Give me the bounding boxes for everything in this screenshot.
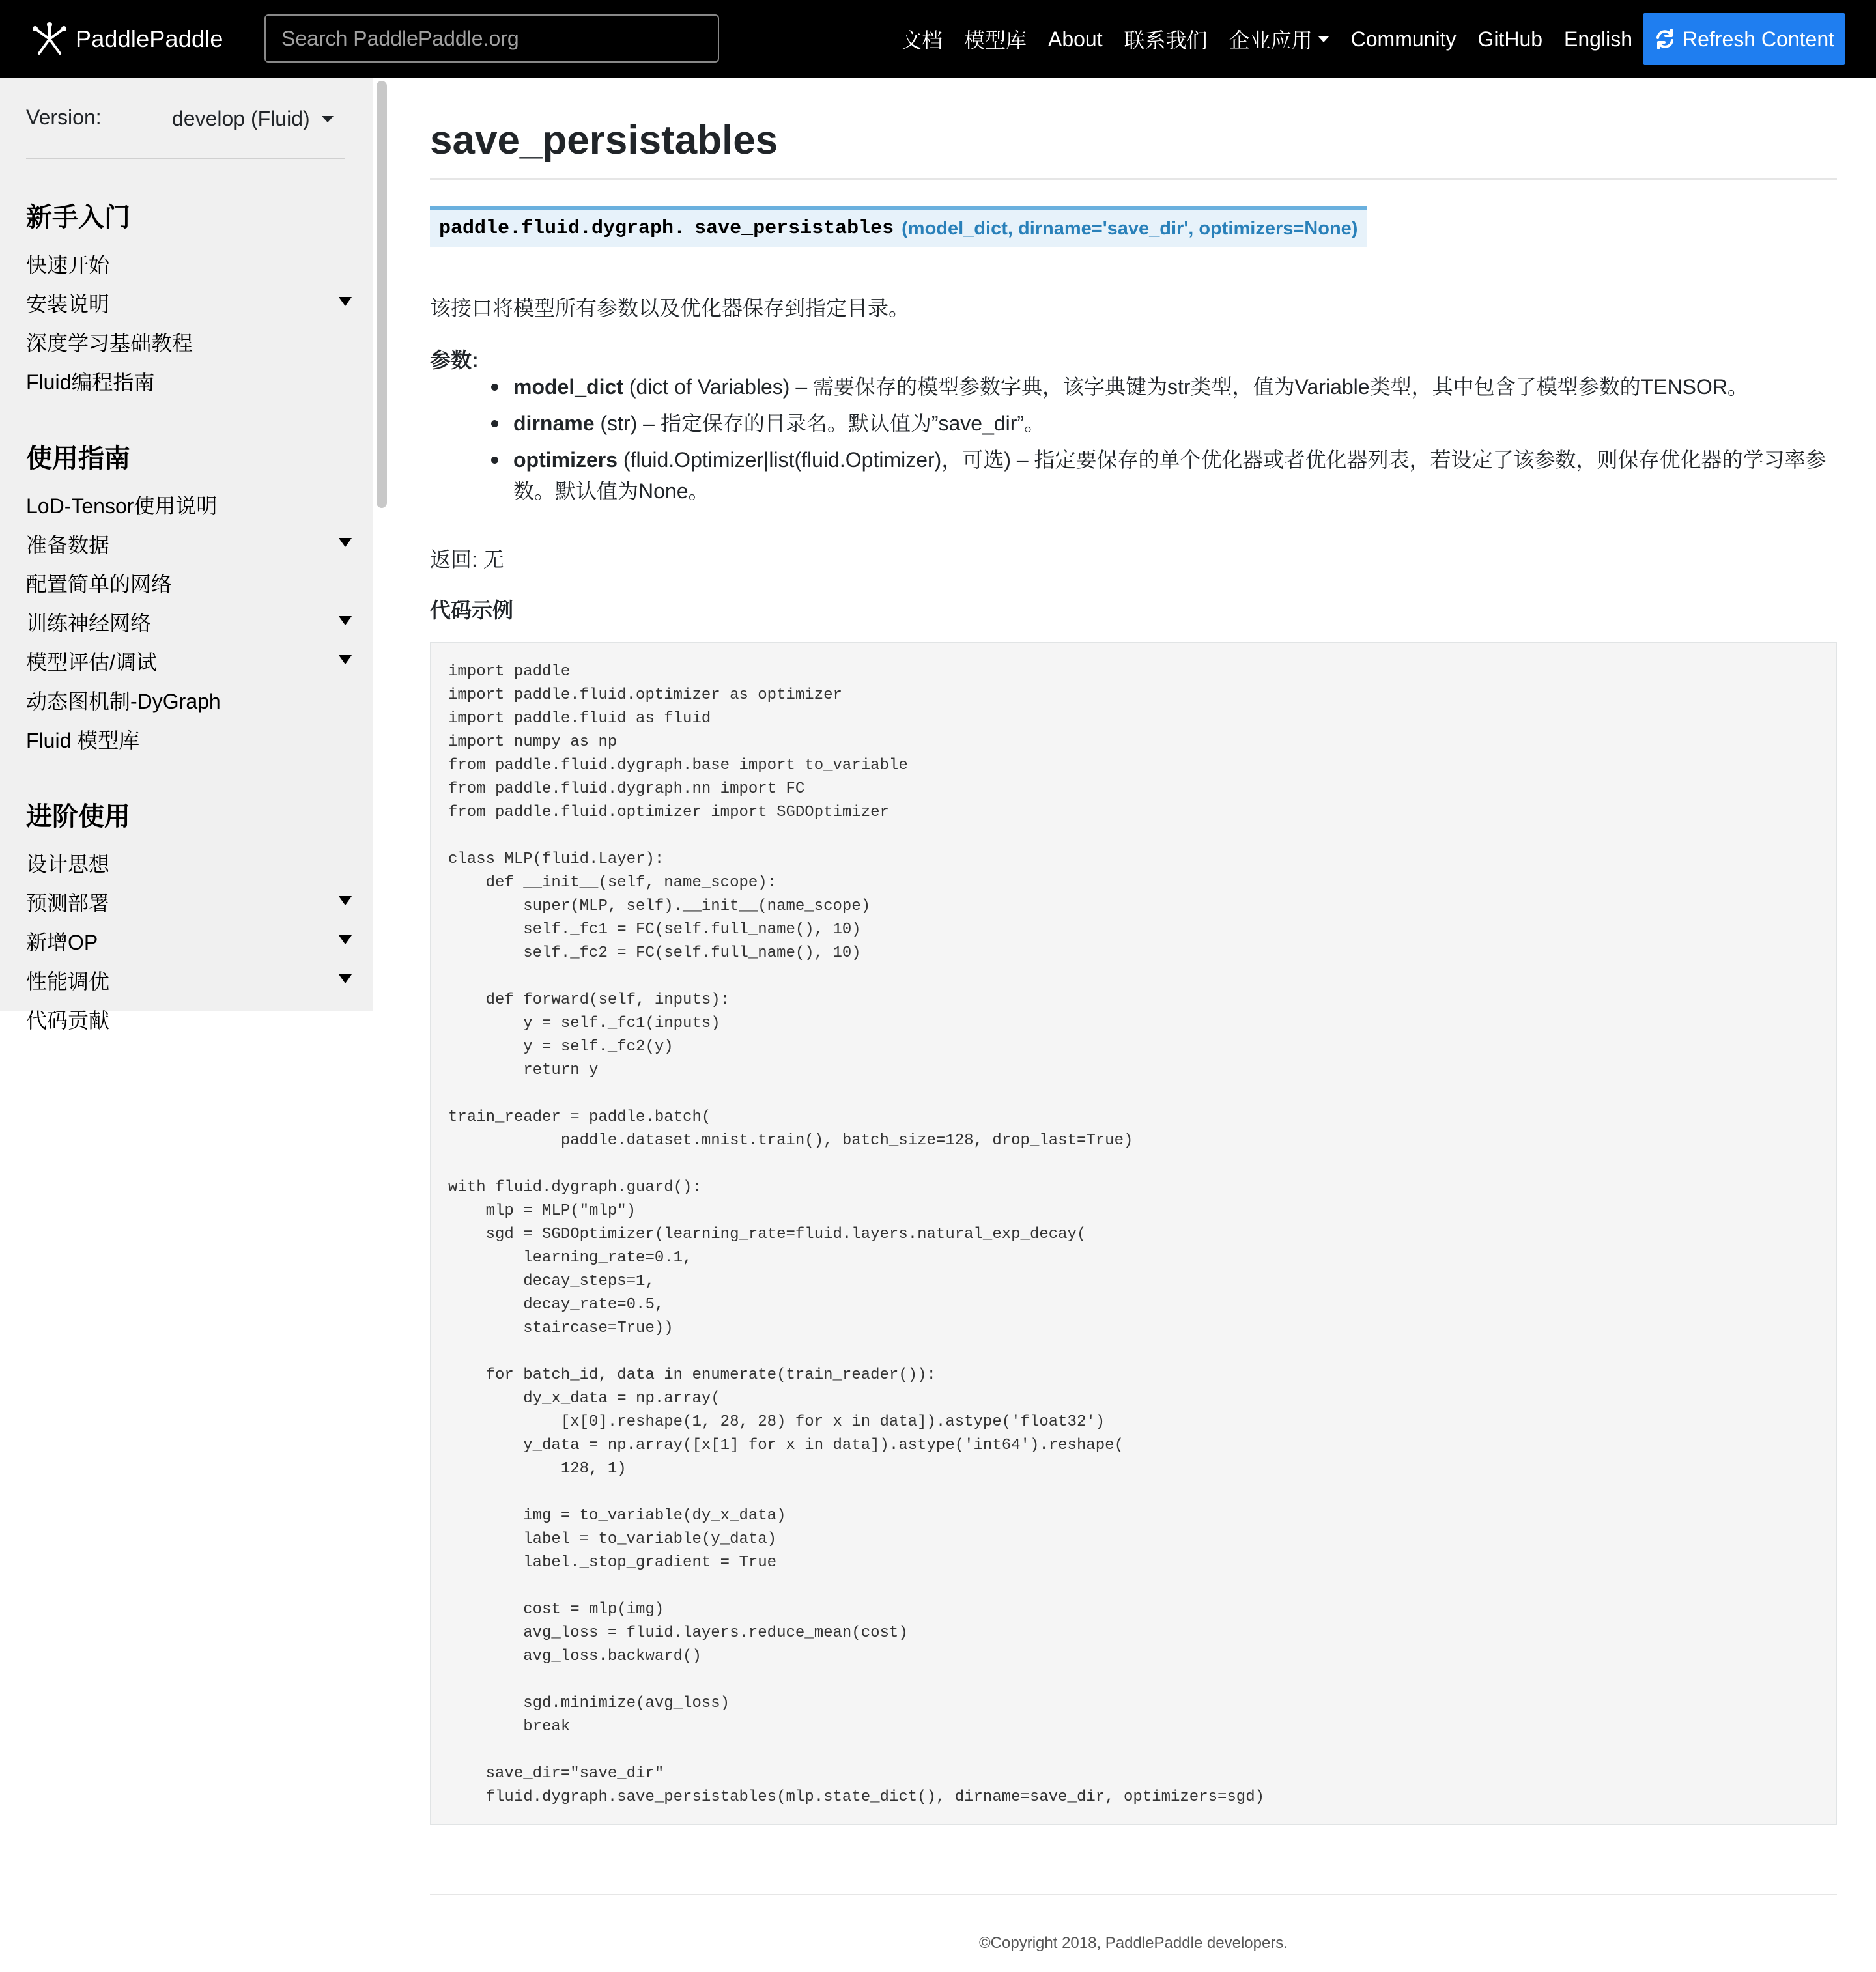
sidebar-item-install[interactable] (26, 288, 352, 319)
code-line: break (448, 1718, 571, 1736)
sidebar-item-simple-network[interactable] (26, 568, 352, 599)
sidebar-item-design[interactable] (26, 848, 352, 879)
nav-contact[interactable]: 联系我们 (1124, 29, 1208, 52)
sidebar-section-title: 使用指南 (26, 444, 130, 473)
signature-module: paddle.fluid.dygraph. (439, 218, 686, 240)
code-line: for batch_id, data in enumerate(train_reader()): (448, 1366, 936, 1384)
code-line: return y (448, 1062, 599, 1079)
param-name: dirname (513, 412, 595, 435)
version-select[interactable] (172, 107, 334, 131)
params-heading: 参数: (430, 348, 479, 372)
code-line (448, 1082, 1264, 1106)
code-line (448, 1153, 1264, 1176)
code-line: mlp = MLP("mlp") (448, 1202, 636, 1220)
code-line: import paddle.fluid.optimizer as optimizer (448, 686, 842, 704)
code-line (448, 824, 1264, 848)
code-line: learning_rate=0.1, (448, 1249, 692, 1267)
footer-divider (430, 1894, 1837, 1895)
sidebar-item-label: Fluid编程指南 (26, 371, 155, 394)
param-item (513, 408, 1829, 439)
sidebar-item-dl-basics[interactable] (26, 327, 352, 358)
nav-models[interactable]: 模型库 (963, 29, 1027, 52)
brand-logo-link[interactable] (30, 20, 223, 59)
sidebar (0, 78, 373, 1032)
code-line: from paddle.fluid.optimizer import SGDOptimizer (448, 804, 889, 821)
sidebar-item-lod-tensor[interactable] (26, 490, 352, 521)
sidebar-item-label: 配置简单的网络 (26, 572, 173, 596)
sidebar-section-title: 进阶使用 (26, 802, 130, 831)
sidebar-item-label: 准备数据 (26, 533, 110, 557)
param-item (513, 371, 1829, 402)
sidebar-item-label: 训练神经网络 (26, 612, 152, 635)
sidebar-item-label: 新增OP (26, 931, 98, 954)
expand-triangle-icon[interactable] (339, 616, 352, 625)
code-line: img = to_variable(dy_x_data) (448, 1507, 786, 1525)
code-line (448, 1739, 1264, 1762)
sidebar-item-dygraph[interactable] (26, 685, 352, 716)
param-text: (dict of Variables) – 需要保存的模型参数字典，该字典键为str类型，值为Variable类型，其中包含了模型参数的TENSOR。 (623, 375, 1748, 399)
sidebar-item-model-zoo[interactable] (26, 724, 352, 755)
sidebar-item-performance[interactable] (26, 965, 352, 996)
code-line: dy_x_data = np.array( (448, 1390, 720, 1407)
code-line (448, 1481, 1264, 1504)
param-name: model_dict (513, 375, 623, 399)
expand-triangle-icon[interactable] (339, 297, 352, 306)
code-line: y_data = np.array([x[1] for x in data]).astype('int64').reshape( (448, 1437, 1124, 1454)
code-line: def __init__(self, name_scope): (448, 874, 777, 892)
sidebar-item-model-eval[interactable] (26, 646, 352, 677)
code-line: train_reader = paddle.batch( (448, 1108, 711, 1126)
copyright-text: ©Copyright 2018, PaddlePaddle developers. (979, 1934, 1288, 1952)
code-example (448, 660, 1264, 1809)
code-line: paddle.dataset.mnist.train(), batch_size=128, drop_last=True) (448, 1132, 1133, 1149)
sidebar-scrollbar[interactable] (377, 81, 387, 508)
sidebar-item-label: 设计思想 (26, 852, 110, 876)
code-line (448, 1575, 1264, 1598)
code-line: import paddle (448, 663, 571, 681)
sidebar-item-label: 快速开始 (26, 253, 110, 277)
code-line: label = to_variable(y_data) (448, 1530, 777, 1548)
code-line: decay_steps=1, (448, 1273, 655, 1290)
version-value: develop (Fluid) (172, 107, 310, 130)
code-line: from paddle.fluid.dygraph.nn import FC (448, 780, 805, 798)
code-line: 128, 1) (448, 1460, 627, 1478)
expand-triangle-icon[interactable] (339, 935, 352, 944)
code-line: decay_rate=0.5, (448, 1296, 664, 1314)
title-divider (430, 178, 1837, 180)
code-line: import numpy as np (448, 733, 618, 751)
sidebar-item-label: 安装说明 (26, 292, 110, 316)
nav-language[interactable]: English (1564, 27, 1632, 51)
param-text: (str) – 指定保存的目录名。默认值为”save_dir”。 (594, 412, 1045, 435)
sidebar-item-label: 深度学习基础教程 (26, 331, 193, 355)
code-line: label._stop_gradient = True (448, 1554, 777, 1571)
code-block (430, 642, 1837, 1825)
refresh-content-button[interactable] (1643, 13, 1845, 65)
code-line: self._fc1 = FC(self.full_name(), 10) (448, 921, 861, 938)
nav-enterprise-dropdown[interactable] (1229, 24, 1329, 54)
expand-triangle-icon[interactable] (339, 896, 352, 905)
code-line: with fluid.dygraph.guard(): (448, 1179, 702, 1196)
sidebar-item-contribute[interactable] (26, 1004, 352, 1035)
code-line: avg_loss.backward() (448, 1648, 702, 1665)
expand-triangle-icon[interactable] (339, 538, 352, 547)
code-line: [x[0].reshape(1, 28, 28) for x in data]).astype('float32') (448, 1413, 1105, 1431)
paddlepaddle-logo-icon (30, 20, 69, 59)
search-input[interactable] (264, 14, 719, 63)
main-nav (879, 13, 1845, 65)
sidebar-item-prepare-data[interactable] (26, 529, 352, 560)
caret-down-icon (322, 116, 334, 122)
sidebar-item-new-op[interactable] (26, 926, 352, 957)
code-example-heading: 代码示例 (430, 599, 514, 622)
code-line: class MLP(fluid.Layer): (448, 851, 664, 868)
nav-enterprise-label: 企业应用 (1229, 29, 1313, 52)
refresh-content-label: Refresh Content (1682, 27, 1834, 51)
sidebar-item-quick-start[interactable] (26, 249, 352, 280)
param-item (513, 444, 1829, 507)
expand-triangle-icon[interactable] (339, 974, 352, 983)
code-line (448, 965, 1264, 989)
code-line: from paddle.fluid.dygraph.base import to_variable (448, 757, 908, 774)
param-name: optimizers (513, 448, 618, 472)
sidebar-item-label: 预测部署 (26, 892, 110, 915)
sidebar-item-fluid-guide[interactable] (26, 366, 352, 397)
code-line (448, 1340, 1264, 1364)
nav-github[interactable]: GitHub (1477, 27, 1543, 51)
expand-triangle-icon[interactable] (339, 655, 352, 664)
sidebar-item-label: 性能调优 (26, 970, 110, 993)
code-line: sgd = SGDOptimizer(learning_rate=fluid.layers.natural_exp_decay( (448, 1226, 1087, 1243)
refresh-icon (1654, 28, 1676, 50)
code-line: y = self._fc1(inputs) (448, 1015, 720, 1032)
signature-args: (model_dict, dirname='save_dir', optimizers=None) (902, 218, 1358, 239)
sidebar-item-label: 动态图机制-DyGraph (26, 690, 221, 713)
sidebar-item-label: 代码贡献 (26, 1009, 110, 1032)
sidebar-item-label: LoD-Tensor使用说明 (26, 494, 218, 518)
version-row (26, 106, 345, 138)
brand-name: PaddlePaddle (76, 25, 223, 52)
code-line: save_dir="save_dir" (448, 1765, 664, 1782)
top-navbar (0, 0, 1876, 78)
code-line: def forward(self, inputs): (448, 991, 730, 1009)
returns-text: 返回: 无 (430, 548, 504, 571)
code-line: import paddle.fluid as fluid (448, 710, 711, 727)
nav-community[interactable]: Community (1350, 27, 1457, 51)
code-line: sgd.minimize(avg_loss) (448, 1695, 730, 1712)
code-line: self._fc2 = FC(self.full_name(), 10) (448, 944, 861, 962)
nav-docs[interactable]: 文档 (900, 29, 943, 52)
code-line: avg_loss = fluid.layers.reduce_mean(cost) (448, 1624, 908, 1642)
signature-name: save_persistables (694, 218, 894, 240)
version-label: Version: (26, 106, 102, 129)
sidebar-item-inference[interactable] (26, 887, 352, 918)
sidebar-section-title: 新手入门 (26, 203, 130, 232)
sidebar-divider (26, 158, 345, 159)
param-text: (fluid.Optimizer|list(fluid.Optimizer)，可选) – 指定要保存的单个优化器或者优化器列表，若设定了该参数，则保存优化器的学习率参数。默认值为None。 (513, 448, 1826, 503)
code-line: staircase=True)) (448, 1319, 674, 1337)
api-description: 该接口将模型所有参数以及优化器保存到指定目录。 (430, 296, 910, 320)
nav-about[interactable]: About (1047, 27, 1103, 51)
code-line (448, 1669, 1264, 1692)
caret-down-icon (1318, 36, 1329, 42)
code-line: fluid.dygraph.save_persistables(mlp.state_dict(), dirname=save_dir, optimizers=sgd) (448, 1788, 1265, 1806)
code-line: super(MLP, self).__init__(name_scope) (448, 897, 871, 915)
sidebar-item-train-network[interactable] (26, 607, 352, 638)
page-title: save_persistables (430, 118, 778, 163)
sidebar-item-label: 模型评估/调试 (26, 651, 157, 674)
code-line: y = self._fc2(y) (448, 1038, 674, 1056)
sidebar-item-label: Fluid 模型库 (26, 729, 140, 752)
api-signature (430, 206, 1367, 247)
code-line: cost = mlp(img) (448, 1601, 664, 1618)
